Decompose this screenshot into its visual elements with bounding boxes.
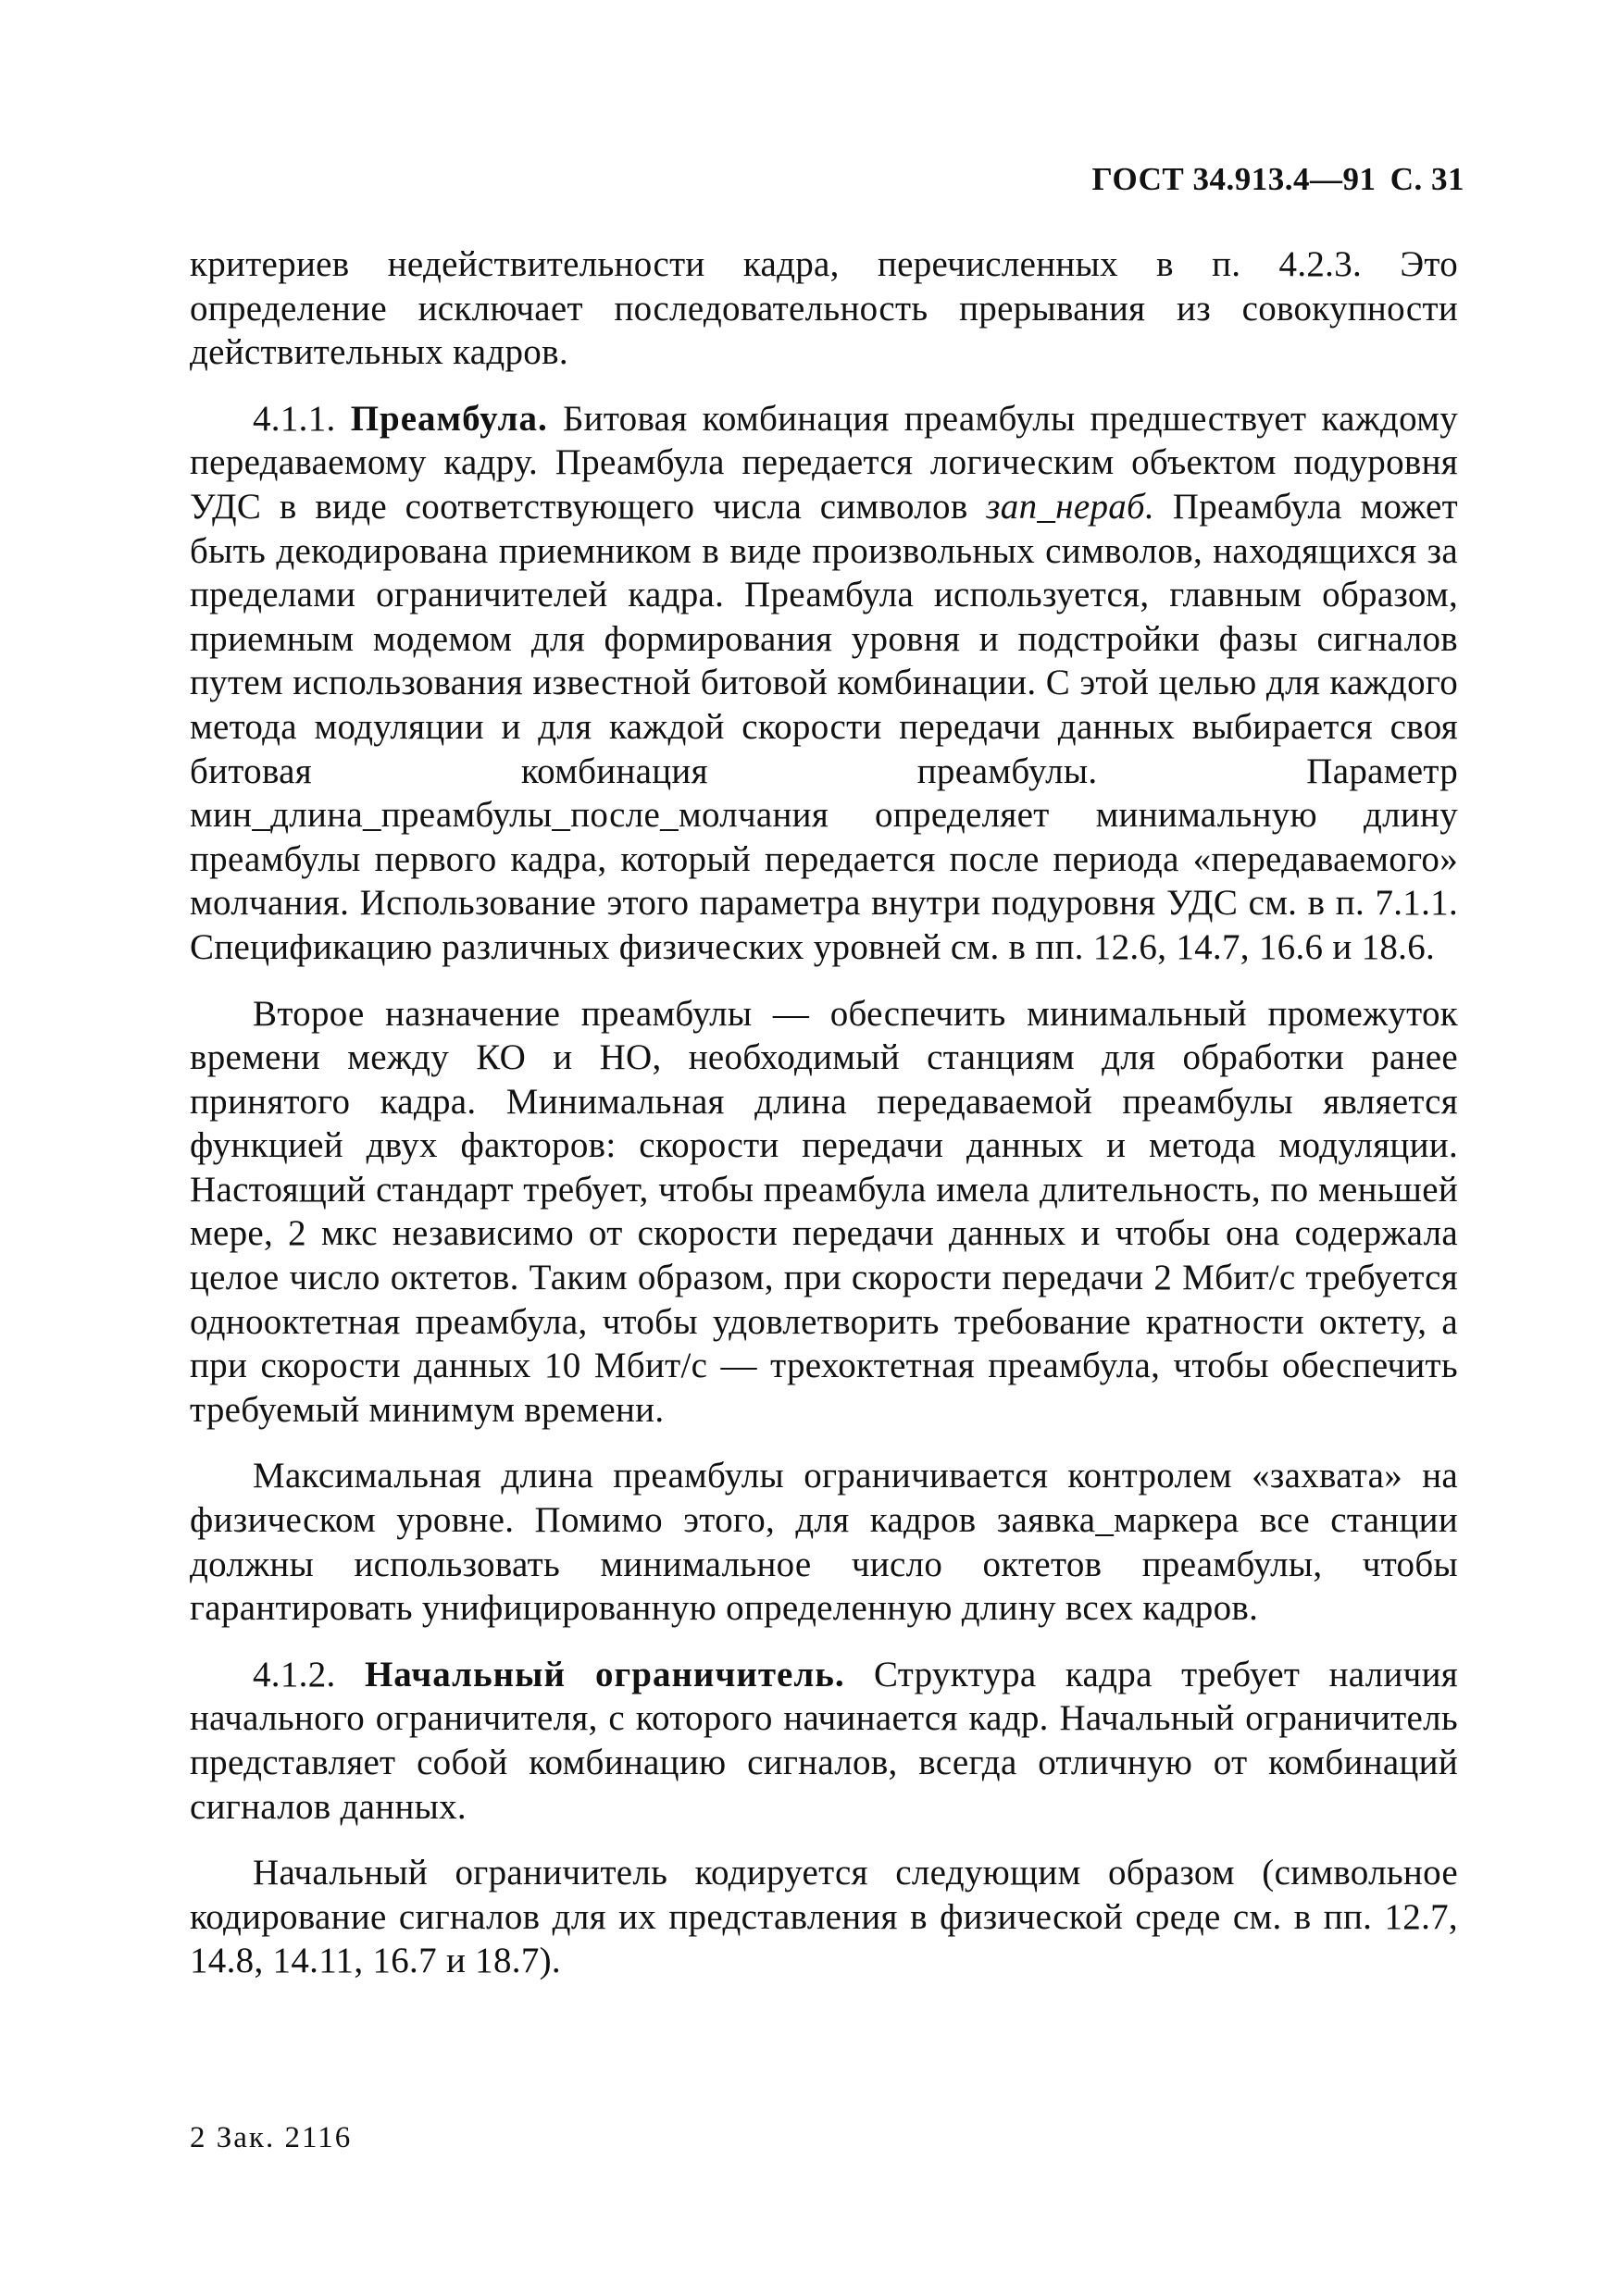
standard-designation: ГОСТ 34.913.4—91 bbox=[1091, 161, 1377, 197]
page-number: С. 31 bbox=[1389, 161, 1464, 197]
section-4-1-2-start-delimiter bbox=[190, 1653, 1458, 1829]
document-body bbox=[190, 242, 1458, 2005]
section-heading: Преамбула. bbox=[350, 398, 548, 439]
paragraph-text: Второе назначение преамбулы — обеспечить минимальный промежуток времени между КО и НО, необходимый станциям для обработки ранее принятого кадра. Минимальная длина передаваемой преамбулы является функцией двух факторов: скорости передачи данных и метода модуляции. Настоящий стандарт требует, чтобы преамбула имела длительность, по меньшей мере, 2 мкс независимо от скорости передачи данных и чтобы она содержала целое число октетов. Таким образом, при скорости передачи 2 Мбит/с требуется однооктетная преамбула, чтобы удовлетворить требование кратности октету, а при скорости данных 10 Мбит/с — трехоктетная преамбула, чтобы обеспечить требуемый минимум времени. bbox=[190, 993, 1458, 1430]
page-header bbox=[1092, 159, 1464, 200]
paragraph-start-delimiter-encoding bbox=[190, 1851, 1458, 1983]
paragraph-text: Преамбула может быть декодирована приемником в виде произвольных символов, находящихся за пределами ограничителей кадра. Преамбула используется, главным образом, приемным модемом для формирования уровня и подстройки фазы сигналов путем использования известной битовой комбинации. С этой целью для каждого метода модуляции и для каждой скорости передачи данных выбирается своя битовая комбинация преамбулы. Параметр мин_длина_преамбулы_после_молчания определяет минимальную длину преамбулы первого кадра, который передается после периода «передаваемого» молчания. Использование этого параметра внутри подуровня УДС см. в п. 7.1.1. Спецификацию различных физических уровней см. в пп. 12.6, 14.7, 16.6 и 18.6. bbox=[190, 486, 1458, 967]
paragraph-preamble-purpose bbox=[190, 992, 1458, 1433]
section-number: 4.1.2. bbox=[253, 1654, 365, 1694]
section-number: 4.1.1. bbox=[253, 398, 351, 439]
paragraph-text: Начальный ограничитель кодируется следующим образом (символьное кодирование сигналов для их представления в физической среде см. в пп. 12.7, 14.8, 14.11, 16.7 и 18.7). bbox=[190, 1853, 1458, 1981]
paragraph-text: Битовая комбинация преамбулы предшествует каждому передаваемому кадру. Преамбула передается логическим объектом подуровня УДС в виде соответствующего числа символов bbox=[190, 398, 1458, 527]
section-4-1-1-preamble bbox=[190, 397, 1458, 970]
section-heading: Начальный ограничитель. bbox=[364, 1654, 845, 1694]
paragraph-continuation bbox=[190, 242, 1458, 375]
print-order-number: 2 Зак. 2116 bbox=[190, 2121, 353, 2154]
paragraph-text: Структура кадра требует наличия начального ограничителя, с которого начинается кадр. Начальный ограничитель представляет собой комбинацию сигналов, всегда отличную от комбинаций сигналов данных. bbox=[190, 1654, 1458, 1827]
paragraph-text: критериев недействительности кадра, перечисленных в п. 4.2.3. Это определение исключает последовательность прерывания из совокупности действительных кадров. bbox=[190, 244, 1458, 373]
paragraph-text: Максимальная длина преамбулы ограничивается контролем «захвата» на физическом уровне. Помимо этого, для кадров заявка_маркера все станции должны использовать минимальное число октетов преамбулы, чтобы гарантировать унифицированную определенную длину всех кадров. bbox=[190, 1456, 1458, 1629]
term-italic: зап_нераб. bbox=[986, 486, 1155, 527]
page-footer bbox=[190, 2119, 352, 2156]
paragraph-preamble-max-length bbox=[190, 1454, 1458, 1630]
